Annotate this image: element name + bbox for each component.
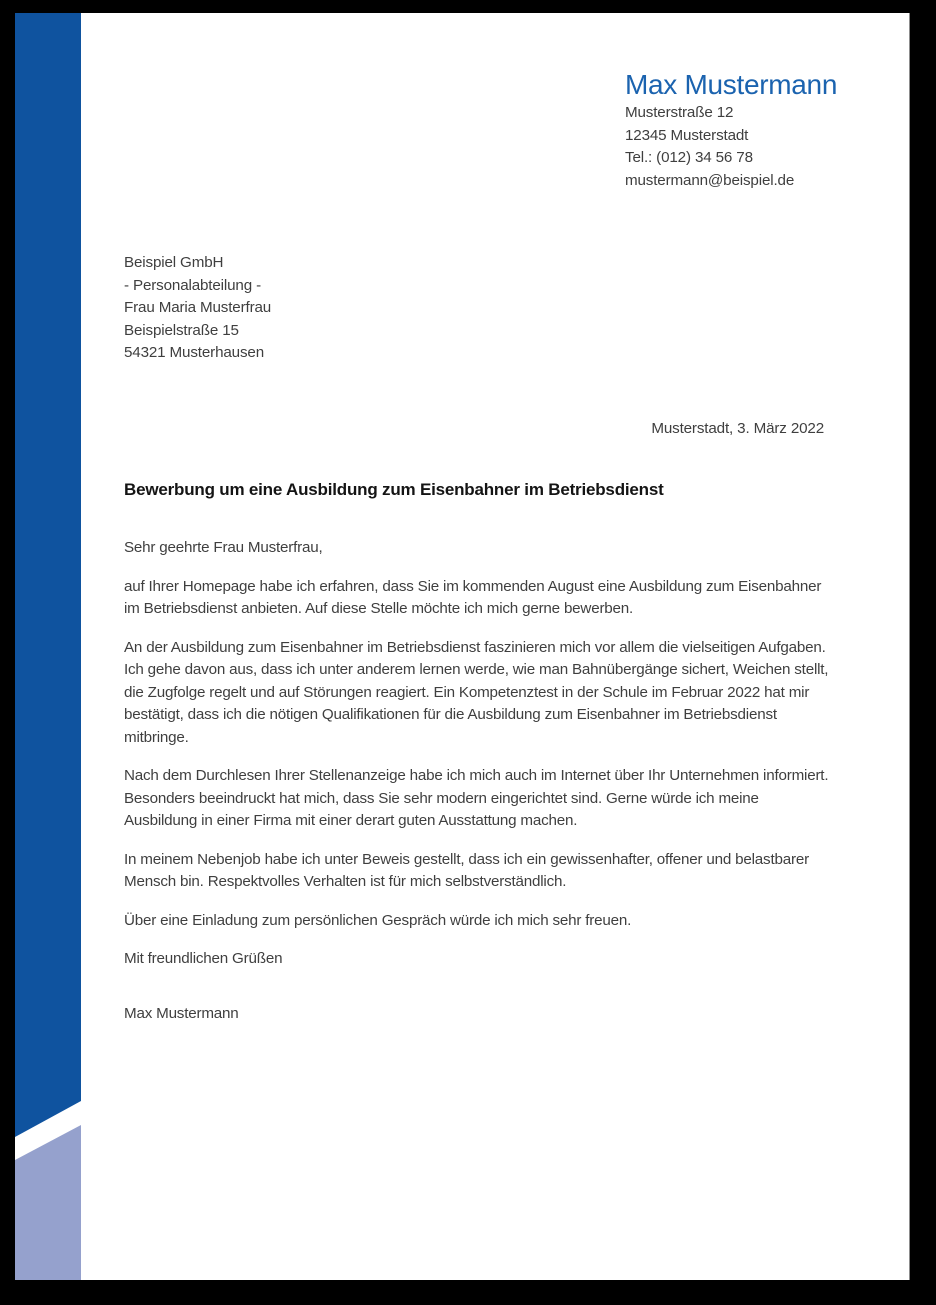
date-line: Musterstadt, 3. März 2022 — [651, 420, 824, 437]
signature-name: Max Mustermann — [124, 1004, 239, 1022]
sender-city: 12345 Musterstadt — [625, 126, 749, 144]
sender-street: Musterstraße 12 — [625, 104, 734, 121]
paragraph-3: Nach dem Durchlesen Ihrer Stellenanzeige habe ich mich auch im Internet über Ihr Unternehmen informiert. Besonders beeindruckt hat mich, dass Sie sehr modern eingerichtet sind. Gerne würde ich meine Ausbildung in einer Firma mit einer derart guten Ausstattung machen. — [124, 767, 829, 829]
recipient-department: - Personalabteilung - — [124, 276, 261, 294]
stripe-dark-decoration — [15, 13, 81, 1280]
recipient-city: 54321 Musterhausen — [124, 344, 264, 361]
closing-phrase: Mit freundlichen Grüßen — [124, 950, 283, 967]
sender-phone: Tel.: (012) 34 56 78 — [625, 149, 753, 166]
paragraph-4: In meinem Nebenjob habe ich unter Beweis gestellt, dass ich ein gewissenhafter, offener und belastbarer Mensch bin. Respektvolles Verhalten ist für mich selbstverständlich. — [124, 850, 809, 890]
sender-name: Max Mustermann — [625, 69, 838, 100]
recipient-company: Beispiel GmbH — [124, 254, 224, 271]
recipient-contact-person: Frau Maria Musterfrau — [124, 299, 272, 316]
paragraph-2: An der Ausbildung zum Eisenbahner im Betriebsdienst faszinieren mich vor allem die vielseitigen Aufgaben. Ich gehe davon aus, dass ich unter anderem lernen werde, wie man Bahnübergänge sichert, Weichen stellt, die Zugfolge regelt und auf Störungen reagiert. Ein Kompetenztest in der Schule im Februar 2022 hat mir bestätigt, dass ich die nötigen Qualifikationen für die Ausbildung zum Eisenbahner im Betriebsdienst mitbringe. — [124, 638, 829, 746]
paragraph-5: Über eine Einladung zum persönlichen Gespräch würde ich mich sehr freuen. — [124, 911, 632, 929]
subject-line: Bewerbung um eine Ausbildung zum Eisenbahner im Betriebsdienst — [124, 480, 664, 499]
salutation: Sehr geehrte Frau Musterfrau, — [124, 539, 323, 556]
letter-page — [15, 13, 910, 1280]
paragraph-1: auf Ihrer Homepage habe ich erfahren, dass Sie im kommenden August eine Ausbildung zum Eisenbahner im Betriebsdienst anbieten. Auf diese Stelle möchte ich mich gerne bewerben. — [124, 577, 822, 617]
letter-body — [124, 537, 830, 1025]
recipient-street: Beispielstraße 15 — [124, 321, 239, 339]
recipient-block — [124, 252, 271, 365]
sender-block — [625, 68, 837, 192]
sender-email: mustermann@beispiel.de — [625, 171, 795, 189]
